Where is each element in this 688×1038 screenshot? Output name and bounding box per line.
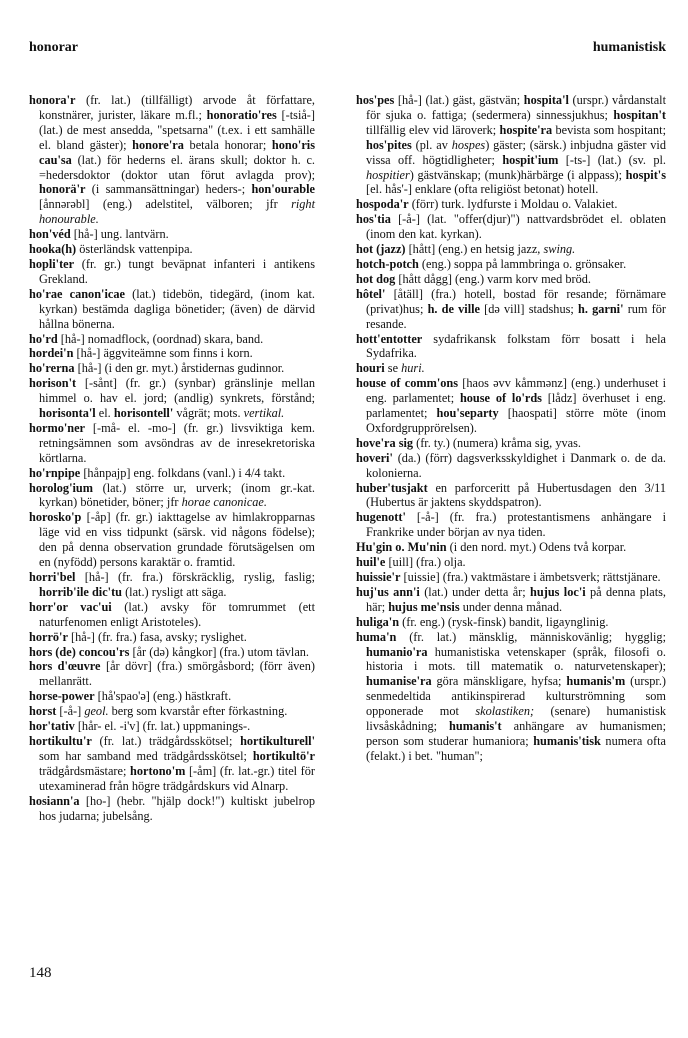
dictionary-entry: horison't [-sånt] (fr. gr.) (synbar) gränslinje mellan himmel o. hav el. jord; (andlig) synkrets, förstånd; horisonta'l el. horisontell' vågrät; mots. vertikal. [29, 376, 315, 421]
dictionary-entry: hotch-potch (eng.) soppa på lammbringa o. grönsaker. [356, 256, 627, 271]
dictionary-entry: horri'bel [hå-] (fr. fra.) förskräcklig, ryslig, faslig; horrib'ile dic'tu (lat.) rysligt att säga. [29, 570, 315, 599]
dictionary-entry: hos'tia [-å-] (lat. "offer(djur)") nattvardsbrödet el. oblaten (inom den kat. kyrkan). [356, 212, 666, 242]
dictionary-entry: honora'r (fr. lat.) (tillfälligt) arvode åt författare, konstnärer, jurister, läkare m.fl.; honoratio'res [-tsiå-] (lat.) de mest ansedda, "spetsarna" (t.ex. i ett samhälle el. bland gäster); honore'ra betala honorar; hono'ris cau'sa (lat.) för hederns el. ärans skull; doktor h. c. =hedersdoktor (doktor utan förut avlagda prov); honorä'r (i sammansättningar) heders-; hon'ourable [ånnərəbl] (eng.) adelstitel, välboren; jfr right honourable. [29, 93, 316, 227]
dictionary-entry: house of comm'ons [haos əvv kåmmənz] (eng.) underhuset i eng. parlamentet; house of lo'rds [lådz] överhuset i eng. parlamentet; hou'separty [haospati] större möte (inom Oxfordgrupprörelsen). [356, 376, 666, 435]
dictionary-entry: huil'e [uill] (fra.) olja. [356, 555, 466, 570]
dictionary-entry: hors (de) concou'rs [år (də) kångkor] (fra.) utom tävlan. [29, 644, 310, 659]
dictionary-entry: hos'pes [hå-] (lat.) gäst, gästvän; hospita'l (urspr.) vårdanstalt för sjuka o. fattiga; (sedermera) sinnessjukhus; hospitan't tillfällig elev vid läroverk; hospite'ra bevista som hospitant; hos'pites (pl. av hospes) gäster; (särsk.) inbjudna gäster vid vissa off. högtidligheter; hospit'ium [-ts-] (lat.) (sv. pl. hospitier) gästvänskap; (munk)härbärge (i alppass); hospit's [el. hås'-] enklare (ofta religiöst betonat) hotell. [356, 93, 666, 197]
dictionary-entry: ho'rerna [hå-] (i den gr. myt.) årstidernas gudinnor. [29, 361, 285, 376]
dictionary-entry: huber'tusjakt en parforceritt på Hubertusdagen den 3/11 (Hubertus är jaktens skyddspatron). [356, 480, 666, 510]
dictionary-entry: houri se huri. [356, 361, 425, 376]
dictionary-entry: horst [-å-] geol. berg som kvarstår efter förkastning. [29, 704, 288, 719]
page-number: 148 [29, 965, 52, 981]
dictionary-entry: hooka(h) österländsk vattenpipa. [29, 242, 193, 257]
dictionary-entry: hosiann'a [ho-] (hebr. "hjälp dock!") kultiskt jubelrop hos judarna; jubelsång. [29, 793, 315, 823]
dictionary-entry: huliga'n (fr. eng.) (rysk-finsk) bandit, ligaynglinig. [356, 614, 609, 629]
dictionary-entry: huissie'r [uissie] (fra.) vaktmästare i ämbetsverk; rättstjänare. [356, 570, 661, 584]
dictionary-entry: hormo'ner [-må- el. -mo-] (fr. gr.) livsviktiga kem. retningsämnen som avsöndras av de inresekretoriska körtlarna. [29, 420, 315, 465]
dictionary-entry: hopli'ter (fr. gr.) tungt beväpnat infanteri i antikens Grekland. [29, 256, 315, 286]
dictionary-entry: hôtel' [åtäll] (fra.) hotell, bostad för resande; förnämare (privat)hus; h. de ville [də vill] stadshus; h. garni' rum för resande. [356, 286, 667, 331]
dictionary-entry: horse-power [hå'spao'ə] (eng.) hästkraft. [29, 689, 232, 704]
header-left-guide-word: honorar [29, 40, 78, 55]
dictionary-entry: hortikultu'r (fr. lat.) trädgårdsskötsel; hortikulturell' som har samband med trädgårdsskötsel; hortikultö'r trädgårdsmästare; hortono'm [-åm] (fr. lat.-gr.) titel för utexaminerad från högre trädgårdskurs vid Alnarp. [29, 733, 316, 793]
dictionary-entry: horosko'p [-åp] (fr. gr.) iakttagelse av himlakropparnas läge vid en viss tidpunkt (särsk. vid någons födelse); den på denna observation grundade förutsägelsen om en (nyfödd) persons karaktär o. framtid. [29, 510, 315, 570]
dictionary-entry: ho'rnpipe [hånpajp] eng. folkdans (vanl.) i 4/4 takt. [29, 465, 286, 480]
dictionary-entry: hott'entotter sydafrikansk folkstam förr bosatt i hela Sydafrika. [356, 331, 666, 361]
left-column [29, 93, 315, 823]
dictionary-entry: Hu'gin o. Mu'nin (i den nord. myt.) Odens två korpar. [356, 540, 627, 555]
dictionary-entry: horolog'ium (lat.) större ur, urverk; (inom gr.-kat. kyrkan) bönetider, böner; jfr horae canonicae. [29, 480, 315, 510]
dictionary-entry: hospoda'r (förr) turk. lydfurste i Moldau o. Valakiet. [356, 197, 618, 212]
dictionary-entry: hor'tativ [hår- el. -i'v] (fr. lat.) uppmanings-. [29, 719, 251, 734]
dictionary-entry: hove'ra sig (fr. ty.) (numera) kråma sig, yvas. [356, 435, 581, 450]
dictionary-entry: hot (jazz) [hått] (eng.) en hetsig jazz, swing. [356, 242, 576, 257]
dictionary-entry: hugenott' [-å-] (fr. fra.) protestantismens anhängare i Frankrike under början av nya tiden. [356, 510, 666, 540]
right-column [356, 93, 666, 764]
dictionary-entry: huma'n (fr. lat.) mänsklig, människovänlig; hygglig; humanio'ra humanistiska vetenskaper (språk, filosofi o. historia i mots. till matematik o. naturvetenskaper); humanise'ra göra mänskligare, hyfsa; humanis'm (urspr.) senmedeltida antikinspirerad kulturströmning som opponerade mot skolastiken; (senare) humanistisk livsåskådning; humanis't anhängare av humanismen; person som studerar humaniora; humanis'tisk numera ofta (felakt.) i bet. "human"; [356, 629, 666, 763]
dictionary-entry: hot dog [hått dågg] (eng.) varm korv med bröd. [356, 271, 591, 286]
dictionary-entry: hordei'n [hå-] äggviteämne som finns i korn. [29, 346, 253, 361]
dictionary-entry: huj'us ann'i (lat.) under detta år; hujus loc'i på denna plats, här; hujus me'nsis under denna månad. [356, 584, 666, 614]
dictionary-entry: hors d'œuvre [år dövr] (fra.) smörgåsbord; (förr även) mellanrätt. [29, 659, 316, 689]
dictionary-entry: hon'véd [hå-] ung. lantvärn. [29, 227, 169, 242]
dictionary-entry: horrö'r [hå-] (fr. fra.) fasa, avsky; ryslighet. [29, 629, 247, 644]
dictionary-entry: horr'or vac'ui (lat.) avsky för tomrummet (ett naturfenomen enligt Aristoteles). [29, 599, 315, 629]
header-right-guide-word: humanistisk [592, 40, 666, 55]
dictionary-entry: ho'rae canon'icae (lat.) tidebön, tidegärd, (inom kat. kyrkan) bestämda dagliga bönetider; (även) de därvid hållna bönerna. [29, 286, 316, 331]
dictionary-entry: hoveri' (da.) (förr) dagsverksskyldighet i Danmark o. de da. kolonierna. [356, 450, 666, 480]
dictionary-entry: ho'rd [hå-] nomadflock, (oordnad) skara, band. [29, 331, 264, 346]
